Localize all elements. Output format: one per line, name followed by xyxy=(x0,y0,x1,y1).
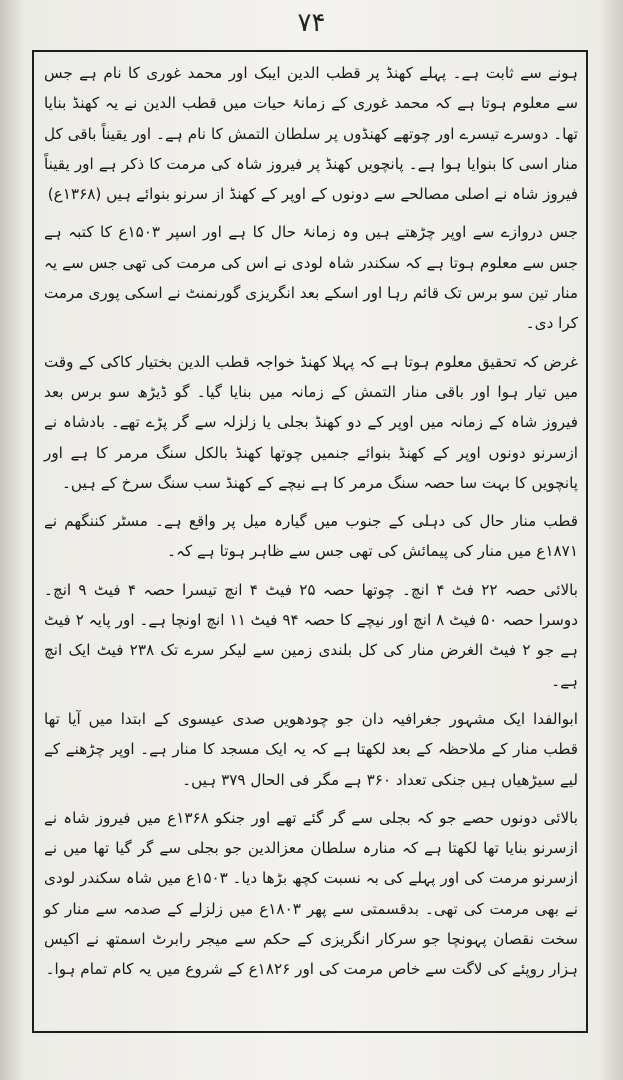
paragraph-7: بالائی دونوں حصے جو کہ بجلی سے گر گئے تھے اور جنکو ۱۳۶۸ع میں فیروز شاہ نے ازسرنو بنایا تھا لکھتا ہے کہ منارہ سلطان معزالدین جو بجلی سے گر گیا تھا میں نے ازسرنو مرمت کی اور پہلے کی بہ نسبت کچھ بڑھا دیا۔ ۱۵۰۳ع میں شاہ سکندر لودی نے بھی مرمت کی تھی۔ بدقسمتی سے پھر ۱۸۰۳ع میں زلزلے کے صدمہ سے منار کو سخت نقصان پہونچا جو سرکار انگریزی کے حکم سے میجر رابرٹ اسمتھ نے اکیس ہزار روپئے کی لاگت سے خاص مرمت کی اور ۱۸۲۶ع کے شروع میں یہ کام تمام ہوا۔ xyxy=(44,808,579,979)
paragraph-1: ہونے سے ثابت ہے۔ پہلے کھنڈ پر قطب الدین ایبک اور محمد غوری کا نام ہے جس سے معلوم ہوتا ہے کہ محمد غوری کے زمانۂ حیات میں قطب الدین نے یہ کھنڈ بنایا تھا۔ دوسرے تیسرے اور چوتھے کھنڈوں پر سلطان التمش کا نام ہے۔ اور یقیناً باقی کل منار اسی کا بنوایا ہوا ہے۔ پانچویں کھنڈ پر فیروز شاہ کی مرمت کا ذکر ہے اور یقیناً فیروز شاہ نے اصلی مصالحے سے دونوں کے اوپر کے کھنڈ از سرنو بنوائے ہیں (۱۳۶۸ع) xyxy=(44,64,578,204)
body-text xyxy=(44,58,578,985)
page-number: ۷۴ xyxy=(297,8,326,38)
paragraph-3: غرض کہ تحقیق معلوم ہوتا ہے کہ پہلا کھنڈ خواجہ قطب الدین بختیار کاکی کے وقت میں تیار ہوا اور باقی منار التمش کے زمانہ میں بنایا گیا۔ گو ڈیڑھ سو برس بعد فیروز شاہ کے زمانہ میں اوپر کے دو کھنڈ بجلی یا زلزلہ سے گر پڑے تھے۔ بادشاہ نے ازسرنو دونوں اوپر کے کھنڈ بنوائے جنمیں چوتھا کھنڈ بالکل سنگ مرمر کا ہے اور پانچویں کا بہت سا حصہ سنگ مرمر کا ہے نیچے کے کھنڈ سب سنگ سرخ کے ہیں۔ xyxy=(44,352,578,492)
paragraph-2: جس دروازے سے اوپر چڑھتے ہیں وہ زمانۂ حال کا ہے اور اسپر ۱۵۰۳ع کا کتبہ ہے جس سے معلوم ہوتا ہے کہ سکندر شاہ لودی نے اس کی مرمت کی تھی جس سے یہ منار تین سو برس تک قائم رہا اور اسکے بعد انگریزی گورنمنٹ نے اسکی پوری مرمت کرا دی۔ xyxy=(44,223,578,333)
paragraph-5: بالائی حصہ ۲۲ فٹ ۴ انچ۔ چوتھا حصہ ۲۵ فیٹ ۴ انچ تیسرا حصہ ۴ فیٹ ۹ انچ۔ دوسرا حصہ ۵۰ فیٹ ۸ انچ اور نیچے کا حصہ ۹۴ فیٹ ۱۱ انچ اونچا ہے۔ اور پایہ ۲ فیٹ ہے جو ۲ فیٹ الغرض منار کی کل بلندی زمین سے لیکر سرے تک ۲۳۸ فیٹ ایک انچ ہے۔ xyxy=(44,580,579,690)
paragraph-6: ابوالفدا ایک مشہور جغرافیہ دان جو چودھویں صدی عیسوی کے ابتدا میں آیا تھا قطب منار کے ملاحظہ کے بعد لکھتا ہے کہ یہ ایک مسجد کا منار ہے۔ اوپر چڑھنے کے لیے سیڑھیاں ہیں جنکی تعداد ۳۶۰ ہے مگر فی الحال ۳۷۹ ہیں۔ xyxy=(44,709,578,789)
paragraph-4: قطب منار حال کی دہلی کے جنوب میں گیارہ میل پر واقع ہے۔ مسٹر کننگھم نے ۱۸۷۱ع میں منار کی پیمائش کی تھی جس سے ظاہر ہوتا ہے کہ۔ xyxy=(44,512,578,561)
